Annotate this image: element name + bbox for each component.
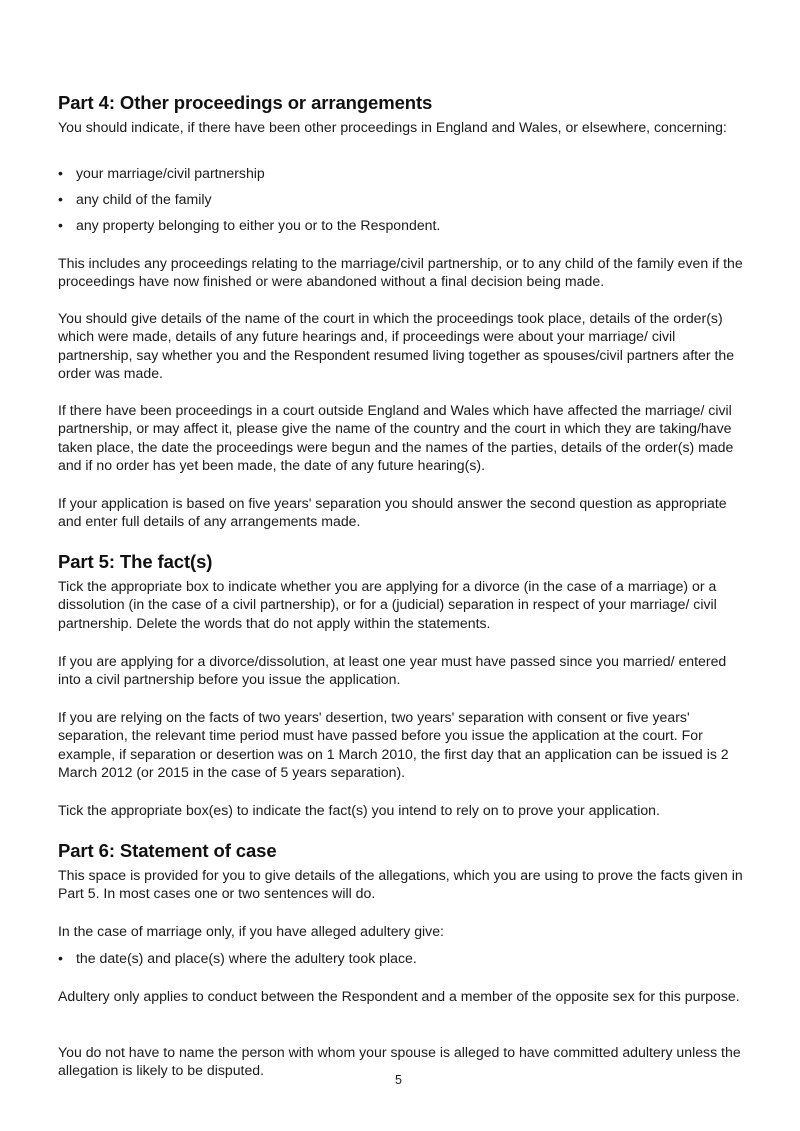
bullet-dot: •	[58, 191, 63, 207]
part4-para3: If there have been proceedings in a court outside England and Wales which have affected the marriage/ civil partnership, or may affect it, please give the name of the country and the court in which they are taking/have taken place, the date the proceedings were begun and the names of the parties, details of the order(s) made and if no order has yet been made, the date of any future hearing(s).	[58, 402, 734, 474]
part4-para1: This includes any proceedings relating to the marriage/civil partnership, or to any child of the family even if the proceedings have now finished or were abandoned without a final decision being made.	[58, 255, 743, 290]
part5-para3: If you are relying on the facts of two years' desertion, two years' separation with consent or five years' separation, the relevant time period must have passed before you issue the application at the court. For example, if separation or desertion was on 1 March 2010, the first day that an application can be issued is 2 March 2012 (or 2015 in the case of 5 years separation).	[58, 709, 729, 781]
part6-heading: Part 6: Statement of case	[58, 840, 277, 861]
part4-bullet-3: • any property belonging to either you or to the Respondent.	[58, 217, 441, 233]
part6-para1: This space is provided for you to give details of the allegations, which you are using to prove the facts given in Part 5. In most cases one or two sentences will do.	[58, 867, 743, 902]
part5-para4: Tick the appropriate box(es) to indicate the fact(s) you intend to rely on to prove your application.	[58, 802, 660, 818]
part4-intro: You should indicate, if there have been other proceedings in England and Wales, or elsewhere, concerning:	[58, 119, 727, 135]
bullet-dot: •	[58, 217, 63, 233]
part6-para4: You do not have to name the person with whom your spouse is alleged to have committed adultery unless the allegation is likely to be disputed.	[58, 1044, 741, 1079]
part4-heading: Part 4: Other proceedings or arrangements	[58, 92, 433, 113]
bullet-dot: •	[58, 950, 63, 966]
page-number: 5	[395, 1073, 402, 1087]
part5-para1: Tick the appropriate box to indicate whether you are applying for a divorce (in the case of a marriage) or a dissolution (in the case of a civil partnership), or for a (judicial) separation in respect of your marriage/ civil partnership. Delete the words that do not apply within the statements.	[58, 578, 717, 631]
part6-para3: Adultery only applies to conduct between the Respondent and a member of the opposite sex for this purpose.	[58, 988, 740, 1004]
part4-para4: If your application is based on five years' separation you should answer the second question as appropriate and enter full details of any arrangements made.	[58, 495, 727, 530]
part6-para2: In the case of marriage only, if you have alleged adultery give:	[58, 923, 444, 939]
part5-heading: Part 5: The fact(s)	[58, 551, 213, 572]
part4-bullet-2: • any child of the family	[58, 191, 212, 207]
part4-bullet-1: • your marriage/civil partnership	[58, 165, 265, 181]
part5-para2: If you are applying for a divorce/dissolution, at least one year must have passed since you married/ entered into a civil partnership before you issue the application.	[58, 653, 727, 688]
part4-para2: You should give details of the name of the court in which the proceedings took place, details of the order(s) which were made, details of any future hearings and, if proceedings were about your marriage/ civil partnership, say whether you and the Respondent resumed living together as spouses/civil partners after the order was made.	[58, 310, 735, 382]
bullet-dot: •	[58, 165, 63, 181]
part6-bullet-1: • the date(s) and place(s) where the adultery took place.	[58, 950, 417, 966]
